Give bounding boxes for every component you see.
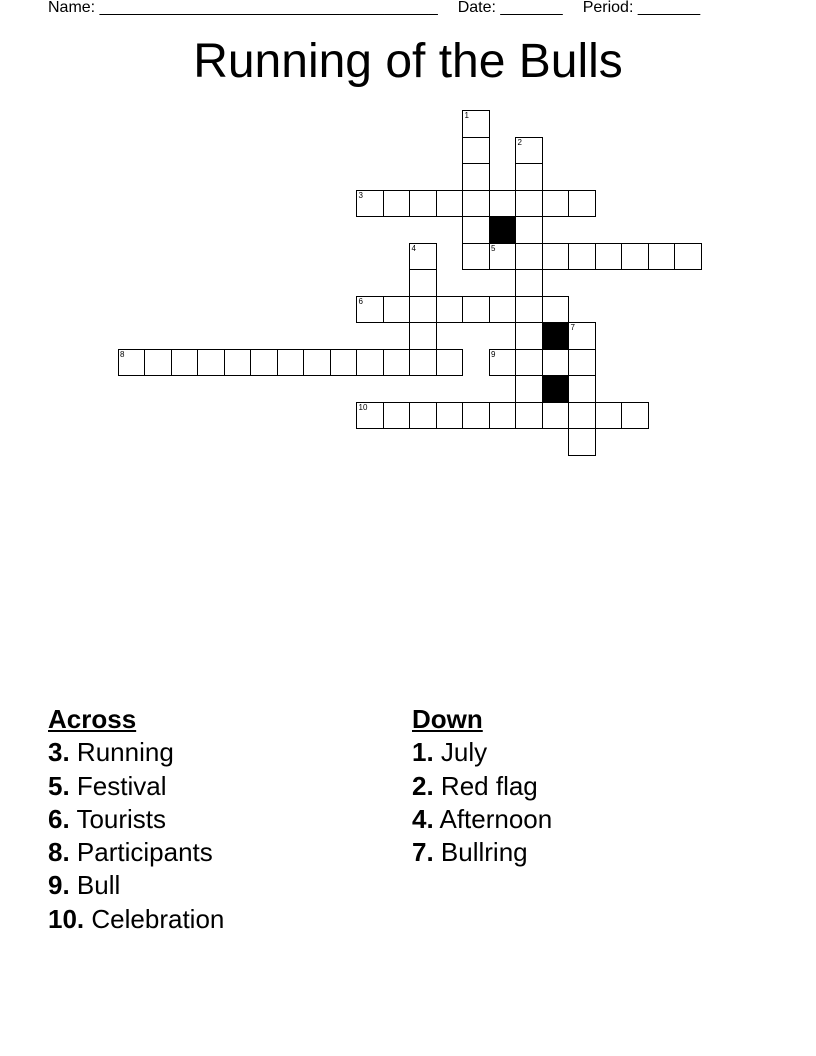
crossword-cell[interactable] — [648, 243, 676, 271]
clue-item — [48, 803, 224, 836]
crossword-cell[interactable] — [409, 190, 437, 218]
crossword-cell[interactable] — [383, 402, 411, 430]
clue-number-label: 2 — [517, 137, 522, 147]
crossword-cell[interactable] — [489, 190, 517, 218]
crossword-cell[interactable] — [568, 243, 596, 271]
crossword-cell[interactable] — [515, 190, 543, 218]
crossword-cell[interactable] — [515, 216, 543, 244]
down-heading: Down — [412, 704, 483, 734]
crossword-cell[interactable] — [568, 375, 596, 403]
crossword-cell[interactable] — [409, 402, 437, 430]
clue-item — [48, 736, 224, 769]
clue-number-label: 9 — [491, 349, 496, 359]
crossword-cell[interactable] — [515, 269, 543, 297]
crossword-cell[interactable] — [462, 402, 490, 430]
across-heading: Across — [48, 704, 137, 734]
clue-number-label: 6 — [358, 296, 363, 306]
clue-text: Celebration — [91, 903, 225, 934]
clue-number: 10. — [48, 903, 85, 934]
crossword-cell[interactable] — [171, 349, 199, 377]
crossword-cell[interactable] — [436, 296, 464, 324]
crossword-cell[interactable] — [356, 349, 384, 377]
clue-number-label: 1 — [464, 111, 469, 120]
crossword-block-cell — [489, 216, 517, 244]
clue-text: Bullring — [440, 837, 528, 868]
date-field[interactable]: Date: _______ — [457, 0, 563, 16]
across-clues — [48, 703, 224, 936]
clue-number-label: 10 — [358, 402, 368, 412]
crossword-cell[interactable] — [144, 349, 172, 377]
crossword-cell[interactable] — [462, 216, 490, 244]
crossword-cell[interactable] — [383, 296, 411, 324]
clue-text: Festival — [76, 770, 167, 801]
crossword-cell[interactable] — [197, 349, 225, 377]
crossword-cell[interactable] — [542, 190, 570, 218]
crossword-cell[interactable] — [436, 402, 464, 430]
crossword-cell[interactable] — [330, 349, 358, 377]
crossword-grid — [0, 0, 816, 470]
crossword-cell[interactable] — [489, 402, 517, 430]
clue-item — [48, 836, 224, 869]
crossword-cell[interactable] — [224, 349, 252, 377]
crossword-cell[interactable] — [542, 349, 570, 377]
clue-number-label: 8 — [120, 349, 125, 359]
clue-text: Bull — [76, 870, 121, 901]
crossword-cell[interactable] — [568, 428, 596, 456]
clue-number: 8. — [48, 837, 70, 868]
crossword-cell[interactable] — [568, 349, 596, 377]
crossword-cell[interactable] — [489, 296, 517, 324]
crossword-cell[interactable] — [515, 375, 543, 403]
crossword-cell[interactable] — [409, 349, 437, 377]
clue-number: 5. — [48, 770, 70, 801]
crossword-cell[interactable] — [409, 296, 437, 324]
crossword-cell[interactable] — [515, 402, 543, 430]
clue-number-label: 7 — [570, 323, 575, 332]
clue-number: 1. — [412, 737, 434, 768]
name-field[interactable]: Name: ______________________________________ — [48, 0, 438, 16]
crossword-cell[interactable] — [542, 243, 570, 271]
crossword-cell[interactable] — [409, 269, 437, 297]
clue-text: Red flag — [440, 770, 538, 801]
clue-text: Running — [76, 737, 174, 768]
clue-text: Tourists — [76, 803, 167, 834]
crossword-cell[interactable] — [462, 296, 490, 324]
clue-number: 3. — [48, 737, 70, 768]
clue-number-label: 4 — [411, 243, 416, 253]
crossword-cell[interactable] — [383, 190, 411, 218]
clue-number: 2. — [412, 770, 434, 801]
clue-number-label: 3 — [358, 190, 363, 200]
clue-item — [412, 770, 552, 803]
clue-number: 6. — [48, 803, 70, 834]
clue-item — [412, 836, 552, 869]
clue-item — [48, 903, 224, 936]
crossword-cell[interactable] — [436, 190, 464, 218]
crossword-cell[interactable] — [568, 190, 596, 218]
crossword-block-cell — [542, 322, 570, 350]
clue-number: 7. — [412, 837, 434, 868]
clue-number-label: 5 — [491, 243, 496, 253]
crossword-cell[interactable] — [462, 243, 490, 271]
clue-text: July — [440, 737, 488, 768]
crossword-cell[interactable] — [409, 322, 437, 350]
crossword-cell[interactable] — [436, 349, 464, 377]
crossword-block-cell — [542, 375, 570, 403]
down-clues — [412, 703, 552, 869]
crossword-cell[interactable] — [515, 296, 543, 324]
clue-item — [412, 736, 552, 769]
clue-item — [412, 803, 552, 836]
crossword-cell[interactable] — [621, 402, 649, 430]
crossword-cell[interactable] — [462, 163, 490, 191]
page-title: Running of the Bulls — [193, 35, 623, 88]
crossword-cell[interactable] — [515, 349, 543, 377]
crossword-cell[interactable] — [277, 349, 305, 377]
crossword-cell[interactable] — [568, 402, 596, 430]
clue-text: Afternoon — [439, 803, 553, 834]
crossword-cell[interactable] — [621, 243, 649, 271]
crossword-cell[interactable] — [303, 349, 331, 377]
crossword-cell[interactable] — [250, 349, 278, 377]
clue-number: 4. — [412, 803, 434, 834]
crossword-cell[interactable] — [515, 163, 543, 191]
crossword-cell[interactable] — [383, 349, 411, 377]
crossword-cell[interactable] — [595, 402, 623, 430]
crossword-cell[interactable] — [674, 243, 702, 271]
clue-item — [48, 770, 224, 803]
crossword-cell[interactable] — [515, 322, 543, 350]
clue-text: Participants — [76, 837, 213, 868]
crossword-cell[interactable] — [462, 137, 490, 165]
period-field[interactable]: Period: _______ — [582, 0, 701, 16]
crossword-cell[interactable] — [595, 243, 623, 271]
crossword-cell[interactable] — [515, 243, 543, 271]
crossword-cell[interactable] — [542, 296, 570, 324]
clue-item — [48, 869, 224, 902]
crossword-cell[interactable] — [542, 402, 570, 430]
clue-number: 9. — [48, 870, 70, 901]
crossword-cell[interactable] — [462, 190, 490, 218]
